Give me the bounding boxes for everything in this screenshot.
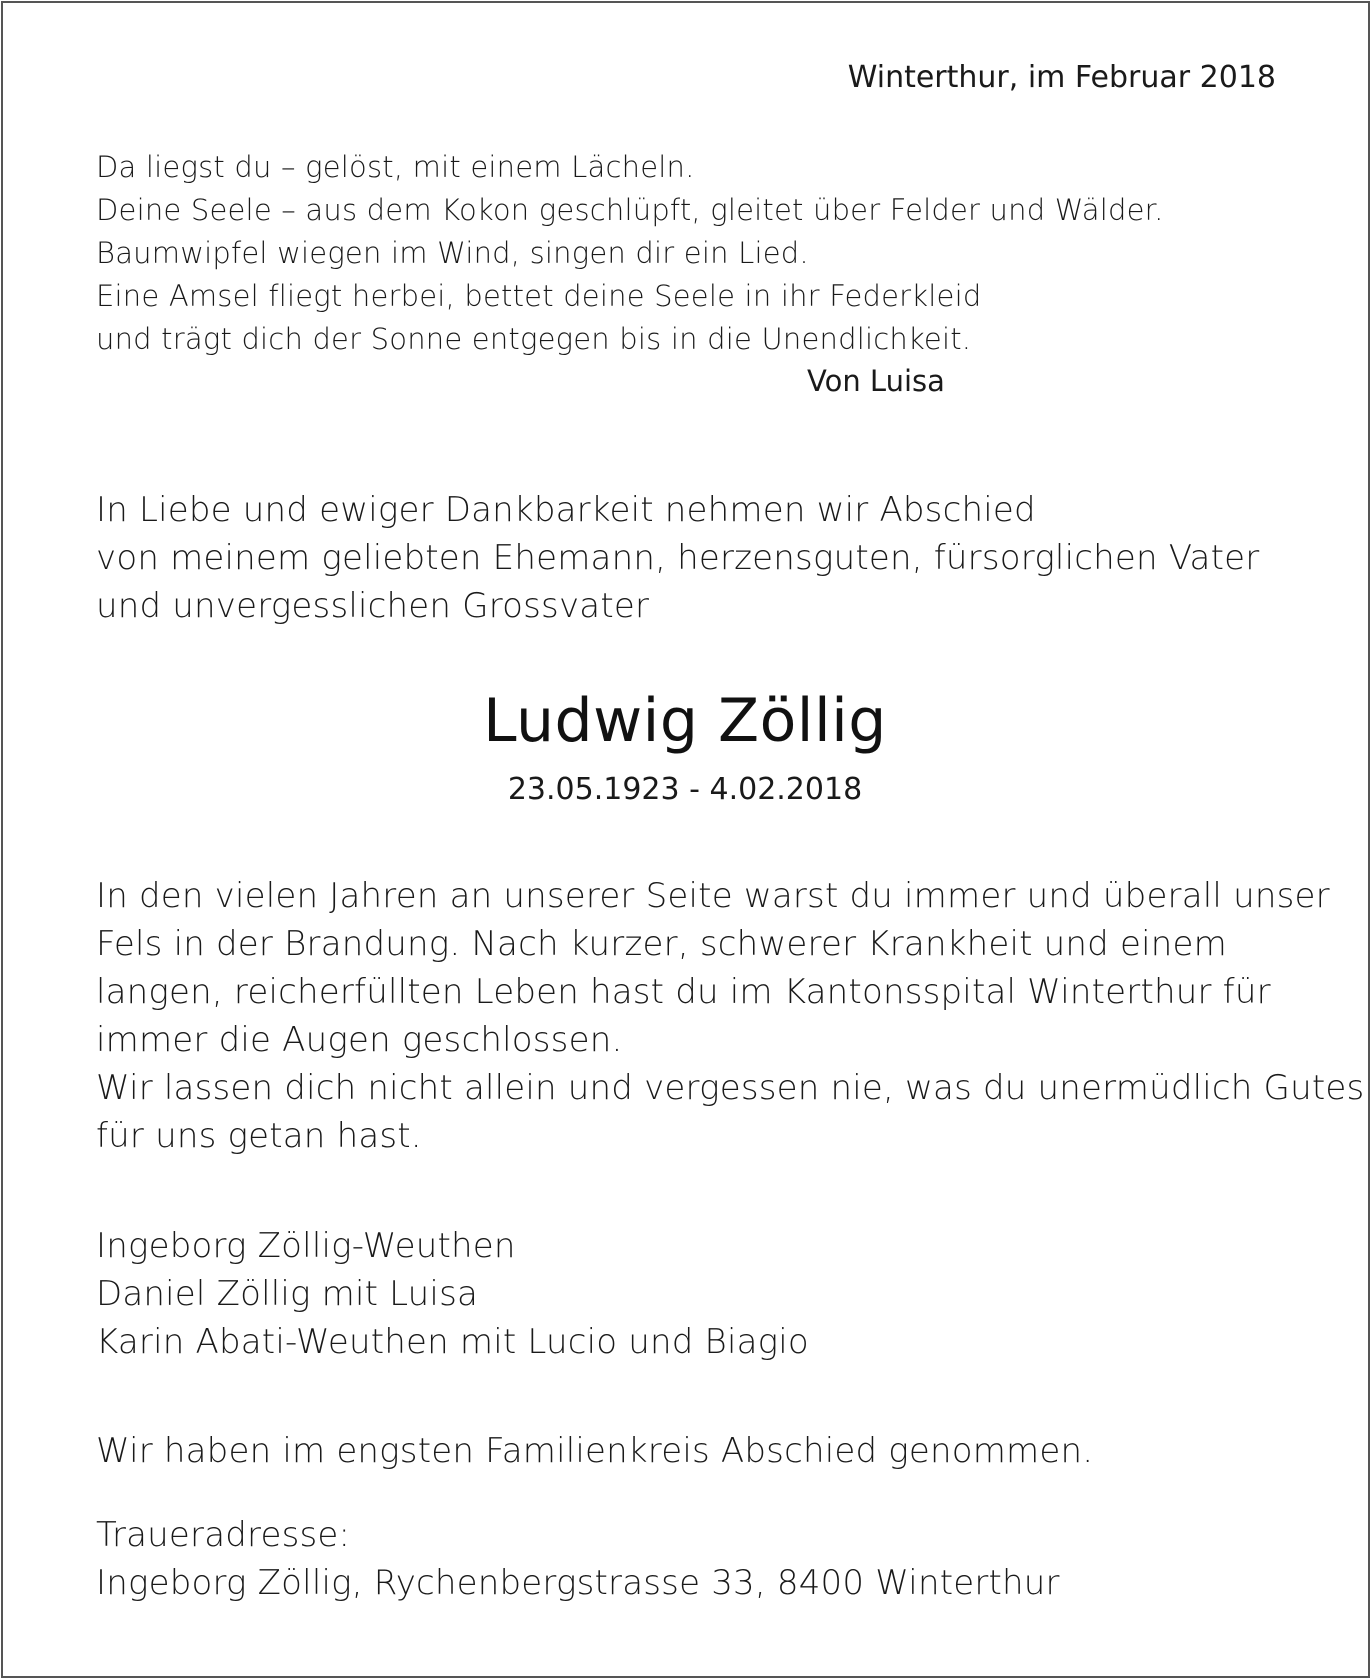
address-label: Traueradresse:	[96, 1515, 351, 1555]
poem-line: Baumwipfel wiegen im Wind, singen dir ein Lied.	[96, 236, 809, 270]
poem-line: Deine Seele – aus dem Kokon geschlüpft, gleitet über Felder und Wälder.	[96, 193, 1164, 227]
tribute-line: immer die Augen geschlossen.	[96, 1020, 623, 1060]
tribute-line: langen, reicherfüllten Leben hast du im Kantonsspital Winterthur für	[96, 972, 1271, 1012]
family-member: Karin Abati-Weuthen mit Lucio und Biagio	[96, 1322, 809, 1362]
tribute-line: Wir lassen dich nicht allein und vergessen nie, was du unermüdlich Gutes	[96, 1068, 1365, 1108]
tribute-line: In den vielen Jahren an unserer Seite warst du immer und überall unser	[96, 876, 1330, 916]
tribute-line: Fels in der Brandung. Nach kurzer, schwerer Krankheit und einem	[96, 924, 1227, 964]
family-member: Daniel Zöllig mit Luisa	[96, 1274, 479, 1314]
poem-line: Da liegst du – gelöst, mit einem Lächeln.	[96, 150, 695, 184]
family-member: Ingeborg Zöllig-Weuthen	[96, 1226, 516, 1266]
poem-line: und trägt dich der Sonne entgegen bis in die Unendlichkeit.	[96, 322, 972, 356]
deceased-name: Ludwig Zöllig	[483, 686, 887, 756]
life-dates: 23.05.1923 - 4.02.2018	[507, 772, 863, 807]
address-value: Ingeborg Zöllig, Rychenbergstrasse 33, 8400 Winterthur	[96, 1563, 1060, 1603]
tribute-line: für uns getan hast.	[96, 1116, 422, 1156]
intro-line: In Liebe und ewiger Dankbarkeit nehmen wir Abschied	[96, 490, 1036, 530]
place-date: Winterthur, im Februar 2018	[847, 60, 1276, 95]
intro-line: und unvergesslichen Grossvater	[96, 586, 650, 626]
closing-text: Wir haben im engsten Familienkreis Abschied genommen.	[96, 1431, 1094, 1471]
poem-author: Von Luisa	[807, 364, 945, 398]
intro-line: von meinem geliebten Ehemann, herzensguten, fürsorglichen Vater	[96, 538, 1260, 578]
poem-line: Eine Amsel fliegt herbei, bettet deine Seele in ihr Federkleid	[96, 279, 982, 313]
